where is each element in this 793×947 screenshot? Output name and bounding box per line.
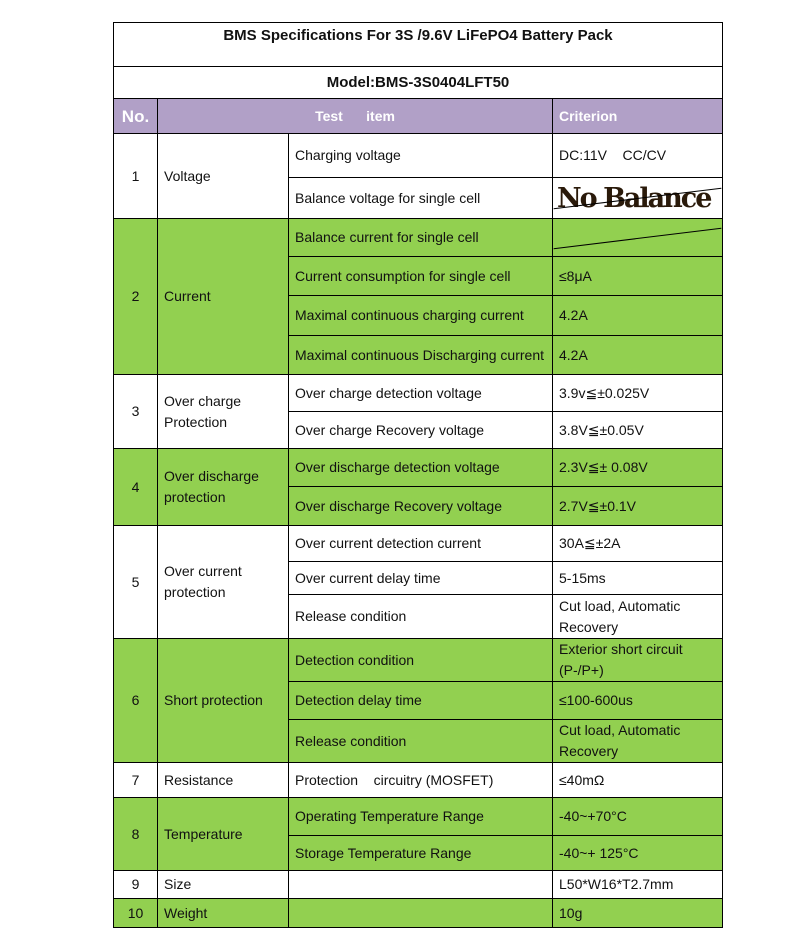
- criterion: 10g: [553, 899, 723, 928]
- sub-item: Charging voltage: [289, 134, 553, 178]
- row-no: 9: [114, 871, 158, 899]
- row-no: 6: [114, 639, 158, 763]
- row-item: Over discharge protection: [158, 449, 289, 526]
- sub-item: Detection delay time: [289, 682, 553, 720]
- header-criterion: Criterion: [553, 99, 723, 134]
- sub-item: Over charge Recovery voltage: [289, 412, 553, 449]
- row-item: Over charge Protection: [158, 375, 289, 449]
- criterion: 2.7V≦±0.1V: [553, 487, 723, 526]
- sub-item-empty: [289, 871, 553, 899]
- row-no: 1: [114, 134, 158, 219]
- criterion: ≤100-600us: [553, 682, 723, 720]
- sub-item: Over current delay time: [289, 562, 553, 595]
- sub-item: Over discharge detection voltage: [289, 449, 553, 487]
- row-no: 2: [114, 219, 158, 375]
- criterion-struck: [553, 219, 723, 257]
- row-item: Current: [158, 219, 289, 375]
- criterion: ≤8μA: [553, 257, 723, 296]
- criterion: 5-15ms: [553, 562, 723, 595]
- row-item: Size: [158, 871, 289, 899]
- row-item: Over current protection: [158, 526, 289, 639]
- sub-item: Balance voltage for single cell: [289, 178, 553, 219]
- criterion: Exterior short circuit (P-/P+): [553, 639, 723, 682]
- sub-item: Maximal continuous charging current: [289, 296, 553, 336]
- criterion: 3.9v≦±0.025V: [553, 375, 723, 412]
- row-no: 8: [114, 798, 158, 871]
- sub-item: Over current detection current: [289, 526, 553, 562]
- row-item: Short protection: [158, 639, 289, 763]
- criterion: 2.3V≦± 0.08V: [553, 449, 723, 487]
- criterion: L50*W16*T2.7mm: [553, 871, 723, 899]
- header-no: No.: [114, 99, 158, 134]
- row-no: 3: [114, 375, 158, 449]
- sub-item: Release condition: [289, 720, 553, 763]
- sub-item: Over discharge Recovery voltage: [289, 487, 553, 526]
- sub-item: Balance current for single cell: [289, 219, 553, 257]
- criterion: DC:11V CC/CV: [553, 134, 723, 178]
- criterion: 4.2A: [553, 336, 723, 375]
- sub-item: Storage Temperature Range: [289, 836, 553, 871]
- sub-item-empty: [289, 899, 553, 928]
- spec-table: [113, 22, 723, 928]
- criterion: 3.8V≦±0.05V: [553, 412, 723, 449]
- sub-item: Operating Temperature Range: [289, 798, 553, 836]
- criterion: ≤40mΩ: [553, 763, 723, 798]
- criterion: 4.2A: [553, 296, 723, 336]
- criterion: -40~+ 125°C: [553, 836, 723, 871]
- sub-item: Maximal continuous Discharging current: [289, 336, 553, 375]
- criterion: Cut load, Automatic Recovery: [553, 720, 723, 763]
- row-no: 10: [114, 899, 158, 928]
- row-item: Resistance: [158, 763, 289, 798]
- sub-item: Protection circuitry (MOSFET): [289, 763, 553, 798]
- table-title: BMS Specifications For 3S /9.6V LiFePO4 Battery Pack: [114, 23, 723, 67]
- row-item: Voltage: [158, 134, 289, 219]
- sub-item: Current consumption for single cell: [289, 257, 553, 296]
- row-item: Weight: [158, 899, 289, 928]
- no-balance-stamp: No Balance: [553, 178, 723, 219]
- row-no: 5: [114, 526, 158, 639]
- criterion: 30A≦±2A: [553, 526, 723, 562]
- criterion: -40~+70°C: [553, 798, 723, 836]
- sub-item: Detection condition: [289, 639, 553, 682]
- row-no: 4: [114, 449, 158, 526]
- model-name: Model:BMS-3S0404LFT50: [114, 67, 723, 99]
- header-test-item: Test item: [158, 99, 553, 134]
- row-no: 7: [114, 763, 158, 798]
- criterion: Cut load, Automatic Recovery: [553, 595, 723, 639]
- sub-item: Over charge detection voltage: [289, 375, 553, 412]
- row-item: Temperature: [158, 798, 289, 871]
- sub-item: Release condition: [289, 595, 553, 639]
